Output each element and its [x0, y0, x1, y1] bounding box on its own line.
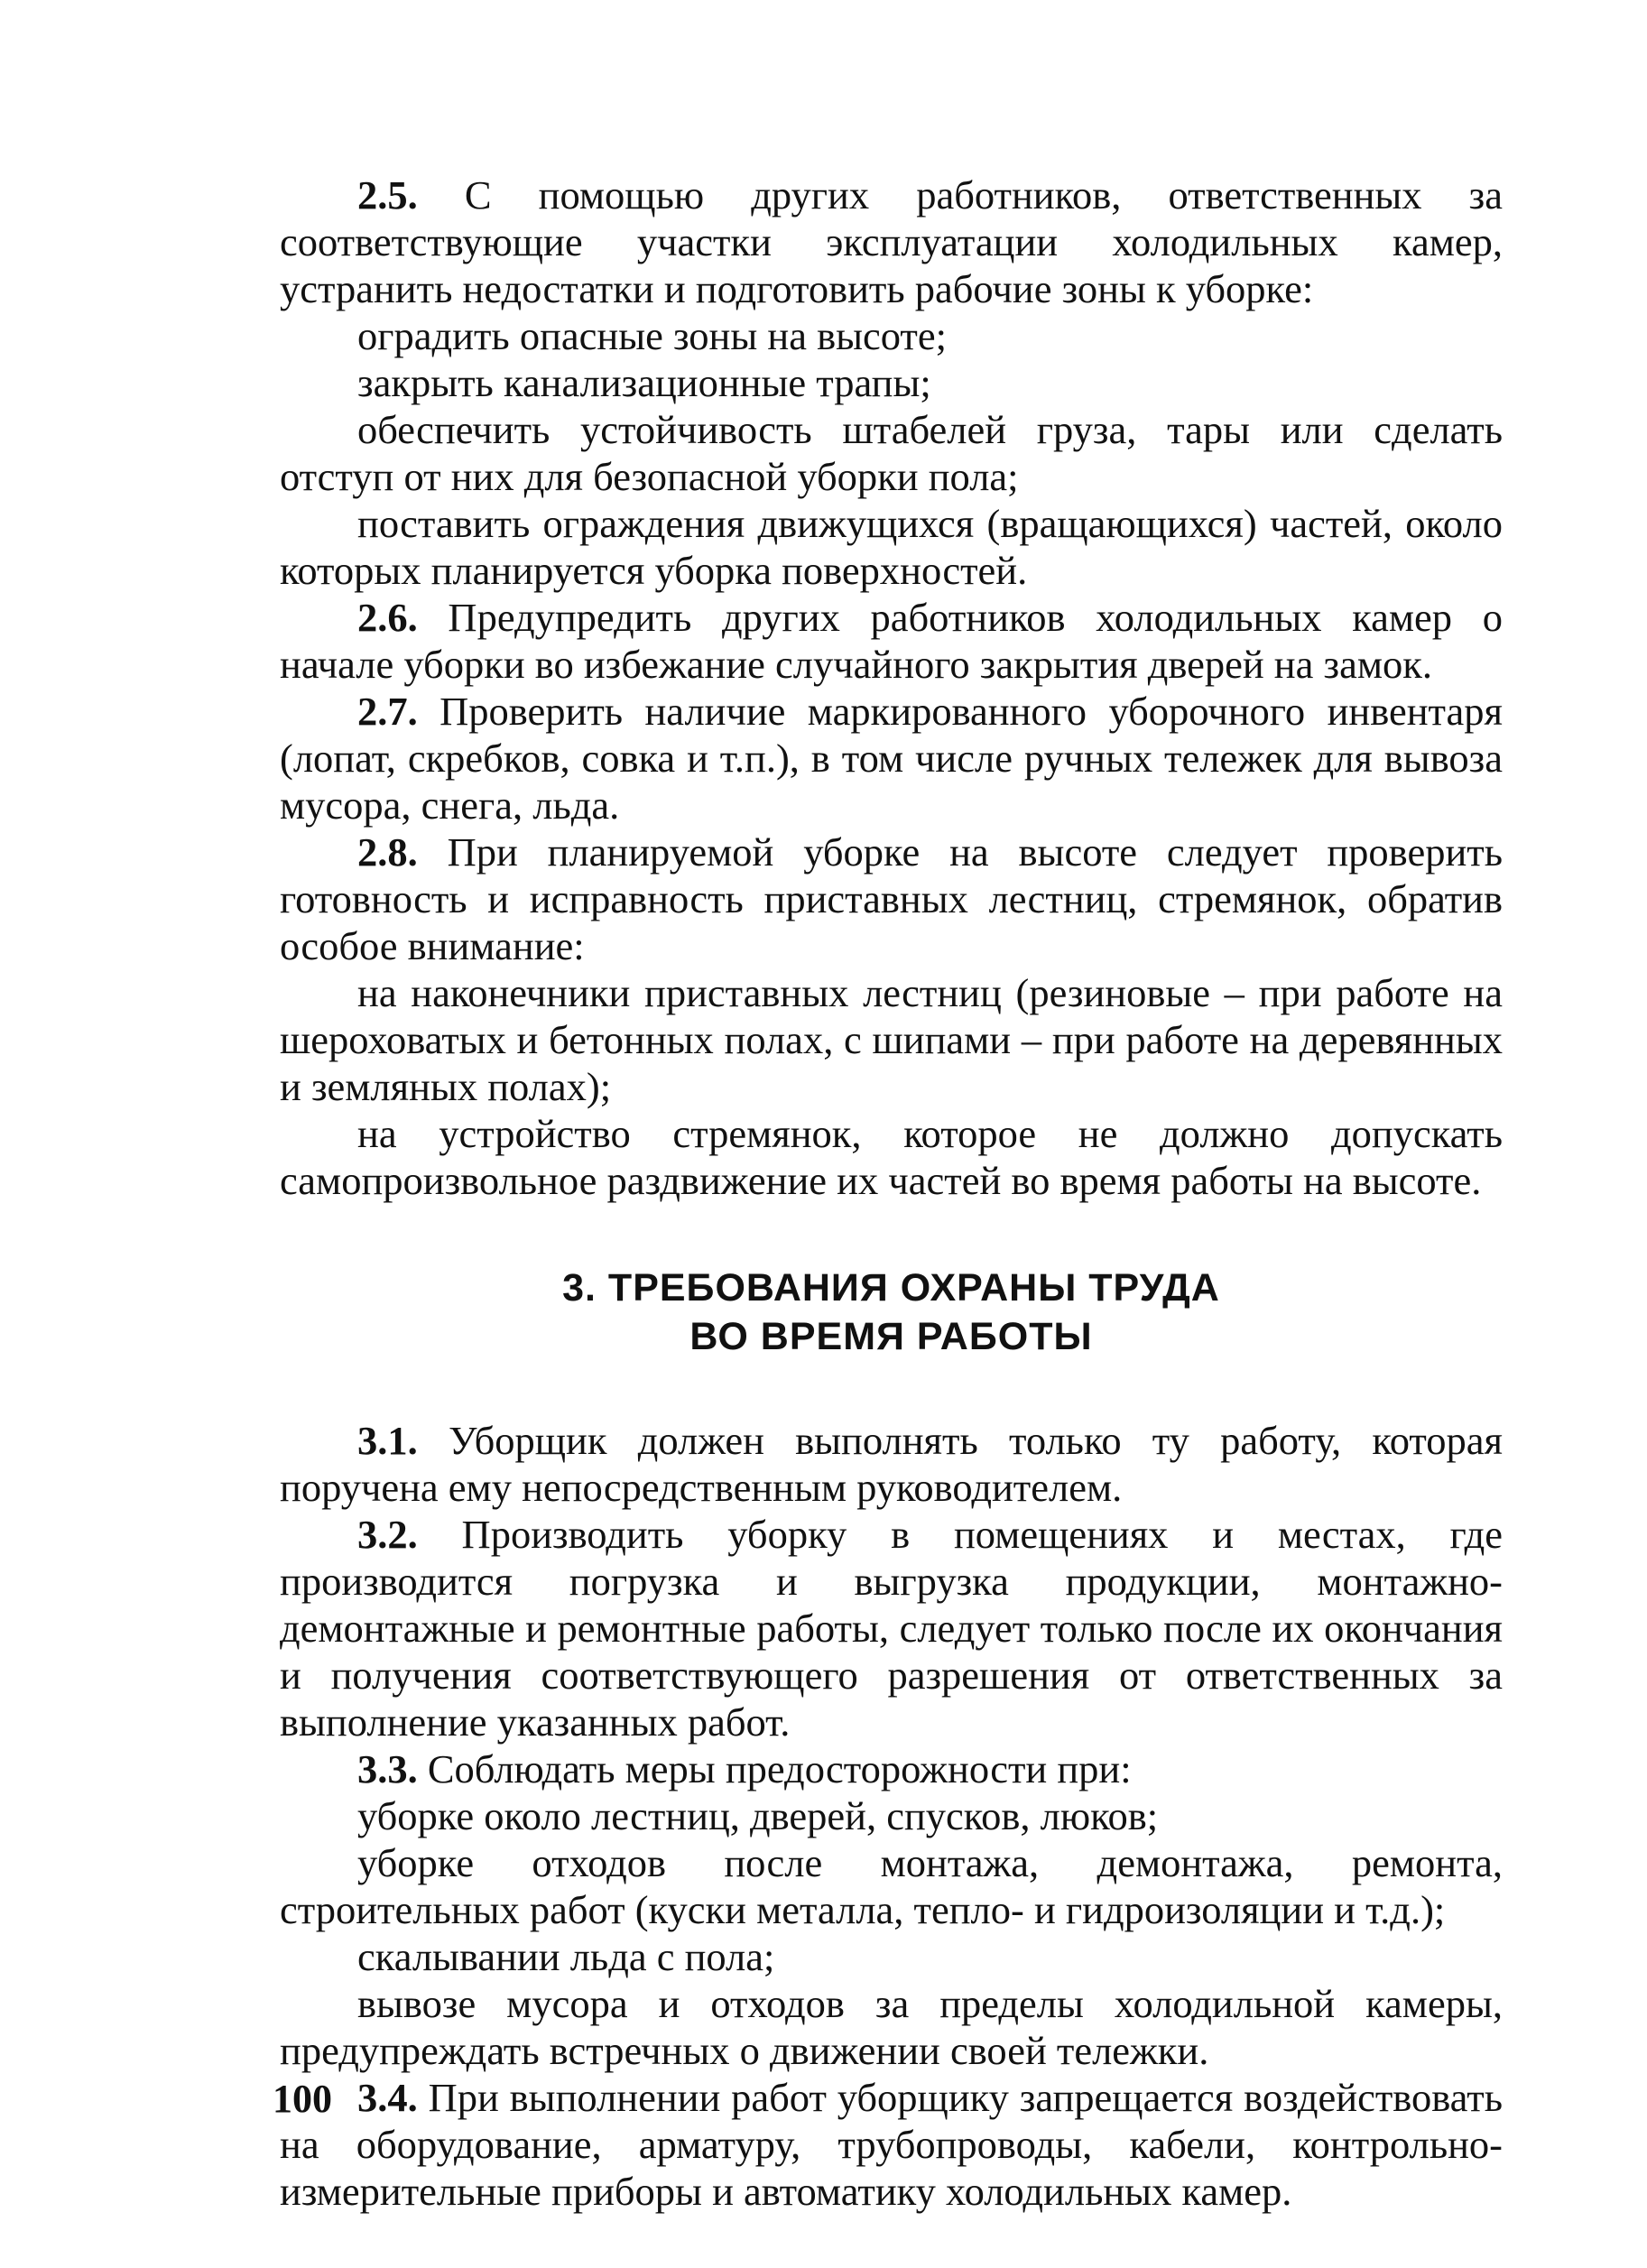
page-body: [280, 171, 1503, 2215]
list-item: на наконечники приставных лестниц (резиновые – при работе на шероховатых и бетонных полах, с шипами – при работе на деревянных и земляных полах);: [280, 970, 1503, 1109]
clause-text: Производить уборку в помещениях и местах, где производится погрузка и выгрузка продукции, монтажно-демонтажные и ремонтные работы, следует только после их окончания и получения соответствующего разрешения от ответственных за выполнение указанных работ.: [280, 1512, 1503, 1745]
list-item: на устройство стремянок, которое не должно допускать самопроизвольное раздвижение их частей во время работы на высоте.: [280, 1111, 1503, 1203]
list-item: поставить ограждения движущихся (вращающихся) частей, около которых планируется уборка поверхностей.: [280, 501, 1503, 593]
list-item: обеспечить устойчивость штабелей груза, тары или сделать отступ от них для безопасной уборки пола;: [280, 407, 1503, 499]
clause-number: 2.7.: [357, 689, 418, 734]
section-heading-line-2: ВО ВРЕМЯ РАБОТЫ: [689, 1315, 1093, 1358]
list-item: уборке отходов после монтажа, демонтажа, ремонта, строительных работ (куски металла, тепло- и гидроизоляции и т.д.);: [280, 1840, 1503, 1932]
section-heading-line-1: 3. ТРЕБОВАНИЯ ОХРАНЫ ТРУДА: [562, 1266, 1220, 1310]
clause-number: 3.1.: [357, 1418, 418, 1463]
paragraph-3-2: [280, 1511, 1503, 1745]
paragraph-3-4: [280, 2074, 1503, 2215]
list-item: уборке около лестниц, дверей, спусков, люков;: [357, 1793, 1159, 1838]
clause-number: 3.4.: [357, 2075, 418, 2120]
list-item: вывозе мусора и отходов за пределы холодильной камеры, предупреждать встречных о движении своей тележки.: [280, 1981, 1503, 2073]
paragraph-3-1: [280, 1417, 1503, 1511]
clause-number: 2.6.: [357, 595, 418, 640]
clause-number: 3.2.: [357, 1512, 418, 1557]
clause-text: Соблюдать меры предосторожности при:: [417, 1746, 1132, 1791]
list-item: оградить опасные зоны на высоте;: [357, 313, 947, 358]
clause-number: 2.5.: [357, 172, 418, 218]
clause-text: Предупредить других работников холодильных камер о начале уборки во избежание случайного закрытия дверей на замок.: [280, 595, 1503, 687]
paragraph-2-8: [280, 829, 1503, 969]
paragraph-3-3: [280, 1745, 1503, 1792]
page-number: 100: [273, 2077, 332, 2121]
clause-text: При планируемой уборке на высоте следует проверить готовность и исправность приставных лестниц, стремянок, обратив особое внимание:: [280, 829, 1503, 968]
paragraph-2-5: [280, 171, 1503, 312]
clause-text: Проверить наличие маркированного уборочного инвентаря (лопат, скребков, совка и т.п.), в том числе ручных тележек для вывоза мусора, снега, льда.: [280, 689, 1503, 828]
paragraph-2-7: [280, 688, 1503, 829]
clause-number: 2.8.: [357, 829, 418, 875]
paragraph-2-6: [280, 594, 1503, 688]
list-item: закрыть канализационные трапы;: [357, 360, 931, 405]
section-heading: [280, 1264, 1503, 1361]
clause-text: С помощью других работников, ответственных за соответствующие участки эксплуатации холодильных камер, устранить недостатки и подготовить рабочие зоны к уборке:: [280, 172, 1503, 311]
clause-number: 3.3.: [357, 1746, 418, 1791]
clause-text: При выполнении работ уборщику запрещается воздействовать на оборудование, арматуру, трубопроводы, кабели, контрольно-измерительные приборы и автоматику холодильных камер.: [280, 2075, 1503, 2214]
clause-text: Уборщик должен выполнять только ту работу, которая поручена ему непосредственным руководителем.: [280, 1418, 1503, 1510]
list-item: скалывании льда с пола;: [357, 1934, 775, 1979]
